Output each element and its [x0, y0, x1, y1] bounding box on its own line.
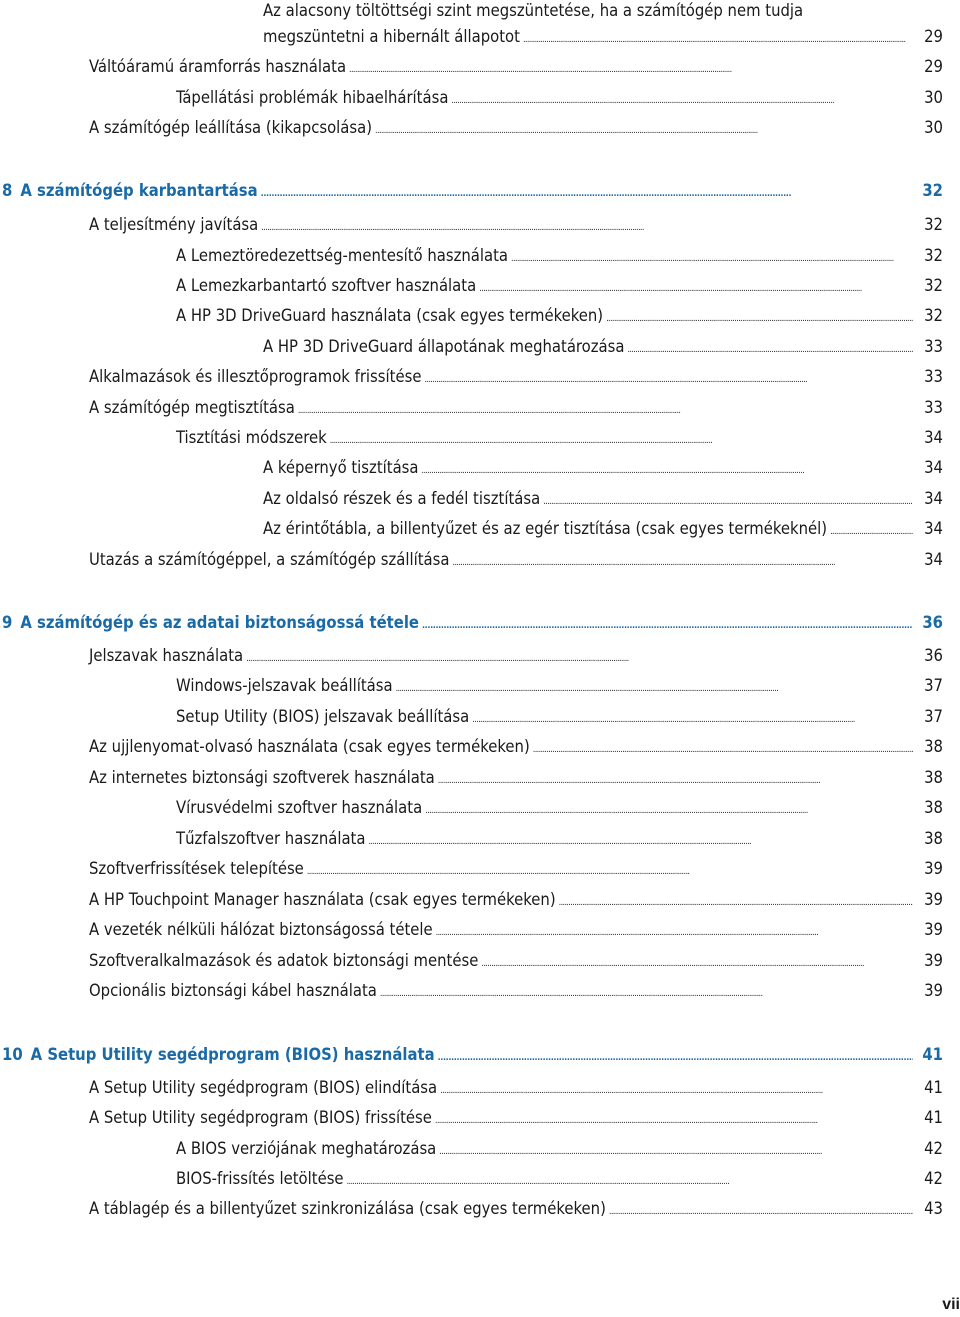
- toc-entry[interactable]: [263, 336, 943, 361]
- toc-entry-title: Jelszavak használata: [89, 646, 244, 665]
- toc-entry-page: 34: [924, 458, 943, 477]
- toc-entry-page: 41: [924, 1108, 943, 1127]
- page-number: vii: [942, 1296, 960, 1313]
- toc-entry-title: A HP Touchpoint Manager használata (csak egyes termékeken): [89, 890, 556, 909]
- toc-entry-title: megszüntetni a hibernált állapotot: [263, 27, 520, 46]
- dot-leader: [435, 1107, 913, 1132]
- dot-leader: [261, 214, 913, 239]
- toc-entry-title: A vezeték nélküli hálózat biztonságossá tétele: [89, 920, 433, 939]
- toc-entry[interactable]: [89, 645, 943, 670]
- toc-entry[interactable]: [89, 397, 943, 422]
- toc-entry-title: A számítógép és az adatai biztonságossá tétele: [20, 613, 419, 632]
- dot-leader: [380, 980, 913, 1005]
- toc-entry-title: A táblagép és a billentyűzet szinkronizálása (csak egyes termékeken): [89, 1199, 606, 1218]
- dot-leader: [438, 767, 913, 792]
- toc-entry-page: 36: [924, 646, 943, 665]
- toc-entry-title: Vírusvédelmi szoftver használata: [176, 798, 423, 817]
- toc-entry-title: BIOS-frissítés letöltése: [176, 1169, 344, 1188]
- toc-entry[interactable]: [263, 518, 943, 543]
- toc-entry[interactable]: [89, 549, 943, 574]
- dot-leader: [481, 950, 913, 975]
- toc-entry-title: A Lemezkarbantartó szoftver használata: [176, 276, 477, 295]
- toc-entry[interactable]: [89, 214, 943, 239]
- toc-entry-page: 33: [924, 367, 943, 386]
- toc-entry[interactable]: [263, 0, 943, 22]
- toc-entry-title: A számítógép leállítása (kikapcsolása): [89, 118, 373, 137]
- toc-entry-title: Opcionális biztonsági kábel használata: [89, 981, 377, 1000]
- dot-leader: [438, 1044, 913, 1069]
- dot-leader: [349, 56, 913, 81]
- toc-entry-page: 39: [924, 890, 943, 909]
- toc-entry-page: 42: [924, 1169, 943, 1188]
- toc-entry-page: 39: [924, 920, 943, 939]
- toc-entry[interactable]: [263, 457, 943, 482]
- dot-leader: [440, 1077, 913, 1102]
- toc-entry-page: 34: [924, 428, 943, 447]
- toc-entry-title: A számítógép karbantartása: [20, 181, 258, 200]
- toc-entry[interactable]: [176, 305, 943, 330]
- toc-entry[interactable]: [89, 889, 943, 914]
- toc-entry[interactable]: [89, 950, 943, 975]
- toc-chapter[interactable]: [2, 1044, 943, 1069]
- dot-leader: [424, 366, 913, 391]
- toc-entry[interactable]: [89, 858, 943, 883]
- toc-entry-page: 32: [924, 246, 943, 265]
- chapter-number: 10: [2, 1045, 23, 1064]
- dot-leader: [422, 612, 913, 637]
- dot-leader: [261, 180, 913, 205]
- toc-entry-page: 33: [924, 337, 943, 356]
- toc-entry-title: Szoftverfrissítések telepítése: [89, 859, 304, 878]
- chapter-number: 9: [2, 613, 13, 632]
- dot-leader: [375, 117, 913, 142]
- toc-entry[interactable]: [89, 56, 943, 81]
- toc-chapter[interactable]: [2, 180, 943, 205]
- dot-leader: [422, 457, 913, 482]
- toc-entry-title: A BIOS verziójának meghatározása: [176, 1139, 437, 1158]
- toc-entry-title: Utazás a számítógéppel, a számítógép szállítása: [89, 550, 450, 569]
- toc-entry-page: 34: [924, 550, 943, 569]
- dot-leader: [439, 1138, 913, 1163]
- toc-entry-page: 41: [922, 1045, 943, 1064]
- toc-entry[interactable]: [176, 275, 943, 300]
- toc-entry-page: 32: [924, 276, 943, 295]
- toc-entry-page: 39: [924, 951, 943, 970]
- toc-entry-page: 29: [924, 27, 943, 46]
- toc-entry-page: 32: [922, 181, 943, 200]
- dot-leader: [627, 336, 913, 361]
- toc-entry-page: 29: [924, 57, 943, 76]
- toc-entry-page: 36: [922, 613, 943, 632]
- toc-entry-page: 32: [924, 215, 943, 234]
- dot-leader: [436, 919, 913, 944]
- toc-entry[interactable]: [176, 675, 943, 700]
- toc-entry-page: 39: [924, 859, 943, 878]
- dot-leader: [298, 397, 913, 422]
- toc-entry[interactable]: [89, 1107, 943, 1132]
- toc-entry-title: A HP 3D DriveGuard használata (csak egyes termékeken): [176, 306, 604, 325]
- toc-entry-title: A képernyő tisztítása: [263, 458, 419, 477]
- toc-entry[interactable]: [176, 706, 943, 731]
- toc-entry-title: A Lemeztöredezettség-mentesítő használata: [176, 246, 509, 265]
- toc-entry-title: A Setup Utility segédprogram (BIOS) használata: [30, 1045, 435, 1064]
- toc-entry[interactable]: [263, 488, 943, 513]
- toc-entry-title: Tápellátási problémák hibaelhárítása: [176, 88, 449, 107]
- toc-entry-page: 30: [924, 118, 943, 137]
- toc-entry-page: 37: [924, 707, 943, 726]
- toc-entry-page: 43: [924, 1199, 943, 1218]
- dot-leader: [347, 1168, 913, 1193]
- dot-leader: [453, 549, 914, 574]
- dot-leader: [511, 245, 913, 270]
- dot-leader: [523, 26, 913, 51]
- toc-entry-title: Tisztítási módszerek: [176, 428, 327, 447]
- toc-entry-title: Setup Utility (BIOS) jelszavak beállítása: [176, 707, 470, 726]
- toc-entry-page: 39: [924, 981, 943, 1000]
- toc-entry-title: Váltóáramú áramforrás használata: [89, 57, 347, 76]
- dot-leader: [330, 427, 913, 452]
- toc-entry-title: A HP 3D DriveGuard állapotának meghatározása: [263, 337, 625, 356]
- toc-entry-title: Az internetes biztonsági szoftverek használata: [89, 768, 435, 787]
- dot-leader: [479, 275, 913, 300]
- toc-entry-page: 38: [924, 829, 943, 848]
- dot-leader: [425, 797, 913, 822]
- toc-entry[interactable]: [89, 1198, 943, 1223]
- toc-entry[interactable]: [89, 767, 943, 792]
- toc-entry-page: 32: [924, 306, 943, 325]
- toc-entry[interactable]: [176, 87, 943, 112]
- toc-entry-title: A Setup Utility segédprogram (BIOS) frissítése: [89, 1108, 432, 1127]
- toc-entry-page: 37: [924, 676, 943, 695]
- toc-entry-page: 34: [924, 519, 943, 538]
- toc-entry-title: Az oldalsó részek és a fedél tisztítása: [263, 489, 541, 508]
- toc-entry[interactable]: [89, 117, 943, 142]
- toc-entry-title: Az alacsony töltöttségi szint megszüntetése, ha a számítógép nem tudja: [263, 1, 804, 20]
- dot-leader: [246, 645, 913, 670]
- toc-entry-title: Szoftveralkalmazások és adatok biztonsági mentése: [89, 951, 479, 970]
- toc-entry-title: Tűzfalszoftver használata: [176, 829, 366, 848]
- toc-entry[interactable]: [176, 797, 943, 822]
- toc-entry-page: 38: [924, 798, 943, 817]
- toc-entry[interactable]: [89, 366, 943, 391]
- toc-entry-title: Alkalmazások és illesztőprogramok frissítése: [89, 367, 422, 386]
- toc-entry-title: A Setup Utility segédprogram (BIOS) elindítása: [89, 1078, 438, 1097]
- dot-leader: [559, 889, 913, 914]
- toc-entry[interactable]: [176, 245, 943, 270]
- toc-entry[interactable]: [89, 980, 943, 1005]
- toc-entry-page: 38: [924, 737, 943, 756]
- toc-entry-title: Az érintőtábla, a billentyűzet és az egér tisztítása (csak egyes termékeknél): [263, 519, 828, 538]
- toc-entry[interactable]: [89, 1077, 943, 1102]
- toc-entry-title: A számítógép megtisztítása: [89, 398, 295, 417]
- dot-leader: [307, 858, 913, 883]
- toc-entry-page: 30: [924, 88, 943, 107]
- toc-entry-page: 33: [924, 398, 943, 417]
- toc-entry-title: A teljesítmény javítása: [89, 215, 259, 234]
- dot-leader: [606, 305, 913, 330]
- toc-entry[interactable]: [176, 1138, 943, 1163]
- toc-entry-title: Windows-jelszavak beállítása: [176, 676, 393, 695]
- dot-leader: [543, 488, 913, 513]
- toc-entry-page: 41: [924, 1078, 943, 1097]
- toc-entry-page: 38: [924, 768, 943, 787]
- toc-entry[interactable]: [176, 1168, 943, 1193]
- dot-leader: [368, 828, 913, 853]
- dot-leader: [830, 518, 913, 543]
- dot-leader: [533, 736, 913, 761]
- toc-entry[interactable]: [89, 736, 943, 761]
- chapter-number: 8: [2, 181, 13, 200]
- toc-entry-title: Az ujjlenyomat-olvasó használata (csak egyes termékeken): [89, 737, 530, 756]
- toc-entry[interactable]: [176, 828, 943, 853]
- toc-entry-page: 34: [924, 489, 943, 508]
- toc-entry-page: 42: [924, 1139, 943, 1158]
- toc-entry[interactable]: [263, 26, 943, 51]
- toc-entry[interactable]: [89, 919, 943, 944]
- dot-leader: [609, 1198, 913, 1223]
- toc-entry[interactable]: [176, 427, 943, 452]
- dot-leader: [451, 87, 913, 112]
- dot-leader: [472, 706, 913, 731]
- toc-chapter[interactable]: [2, 612, 943, 637]
- dot-leader: [396, 675, 913, 700]
